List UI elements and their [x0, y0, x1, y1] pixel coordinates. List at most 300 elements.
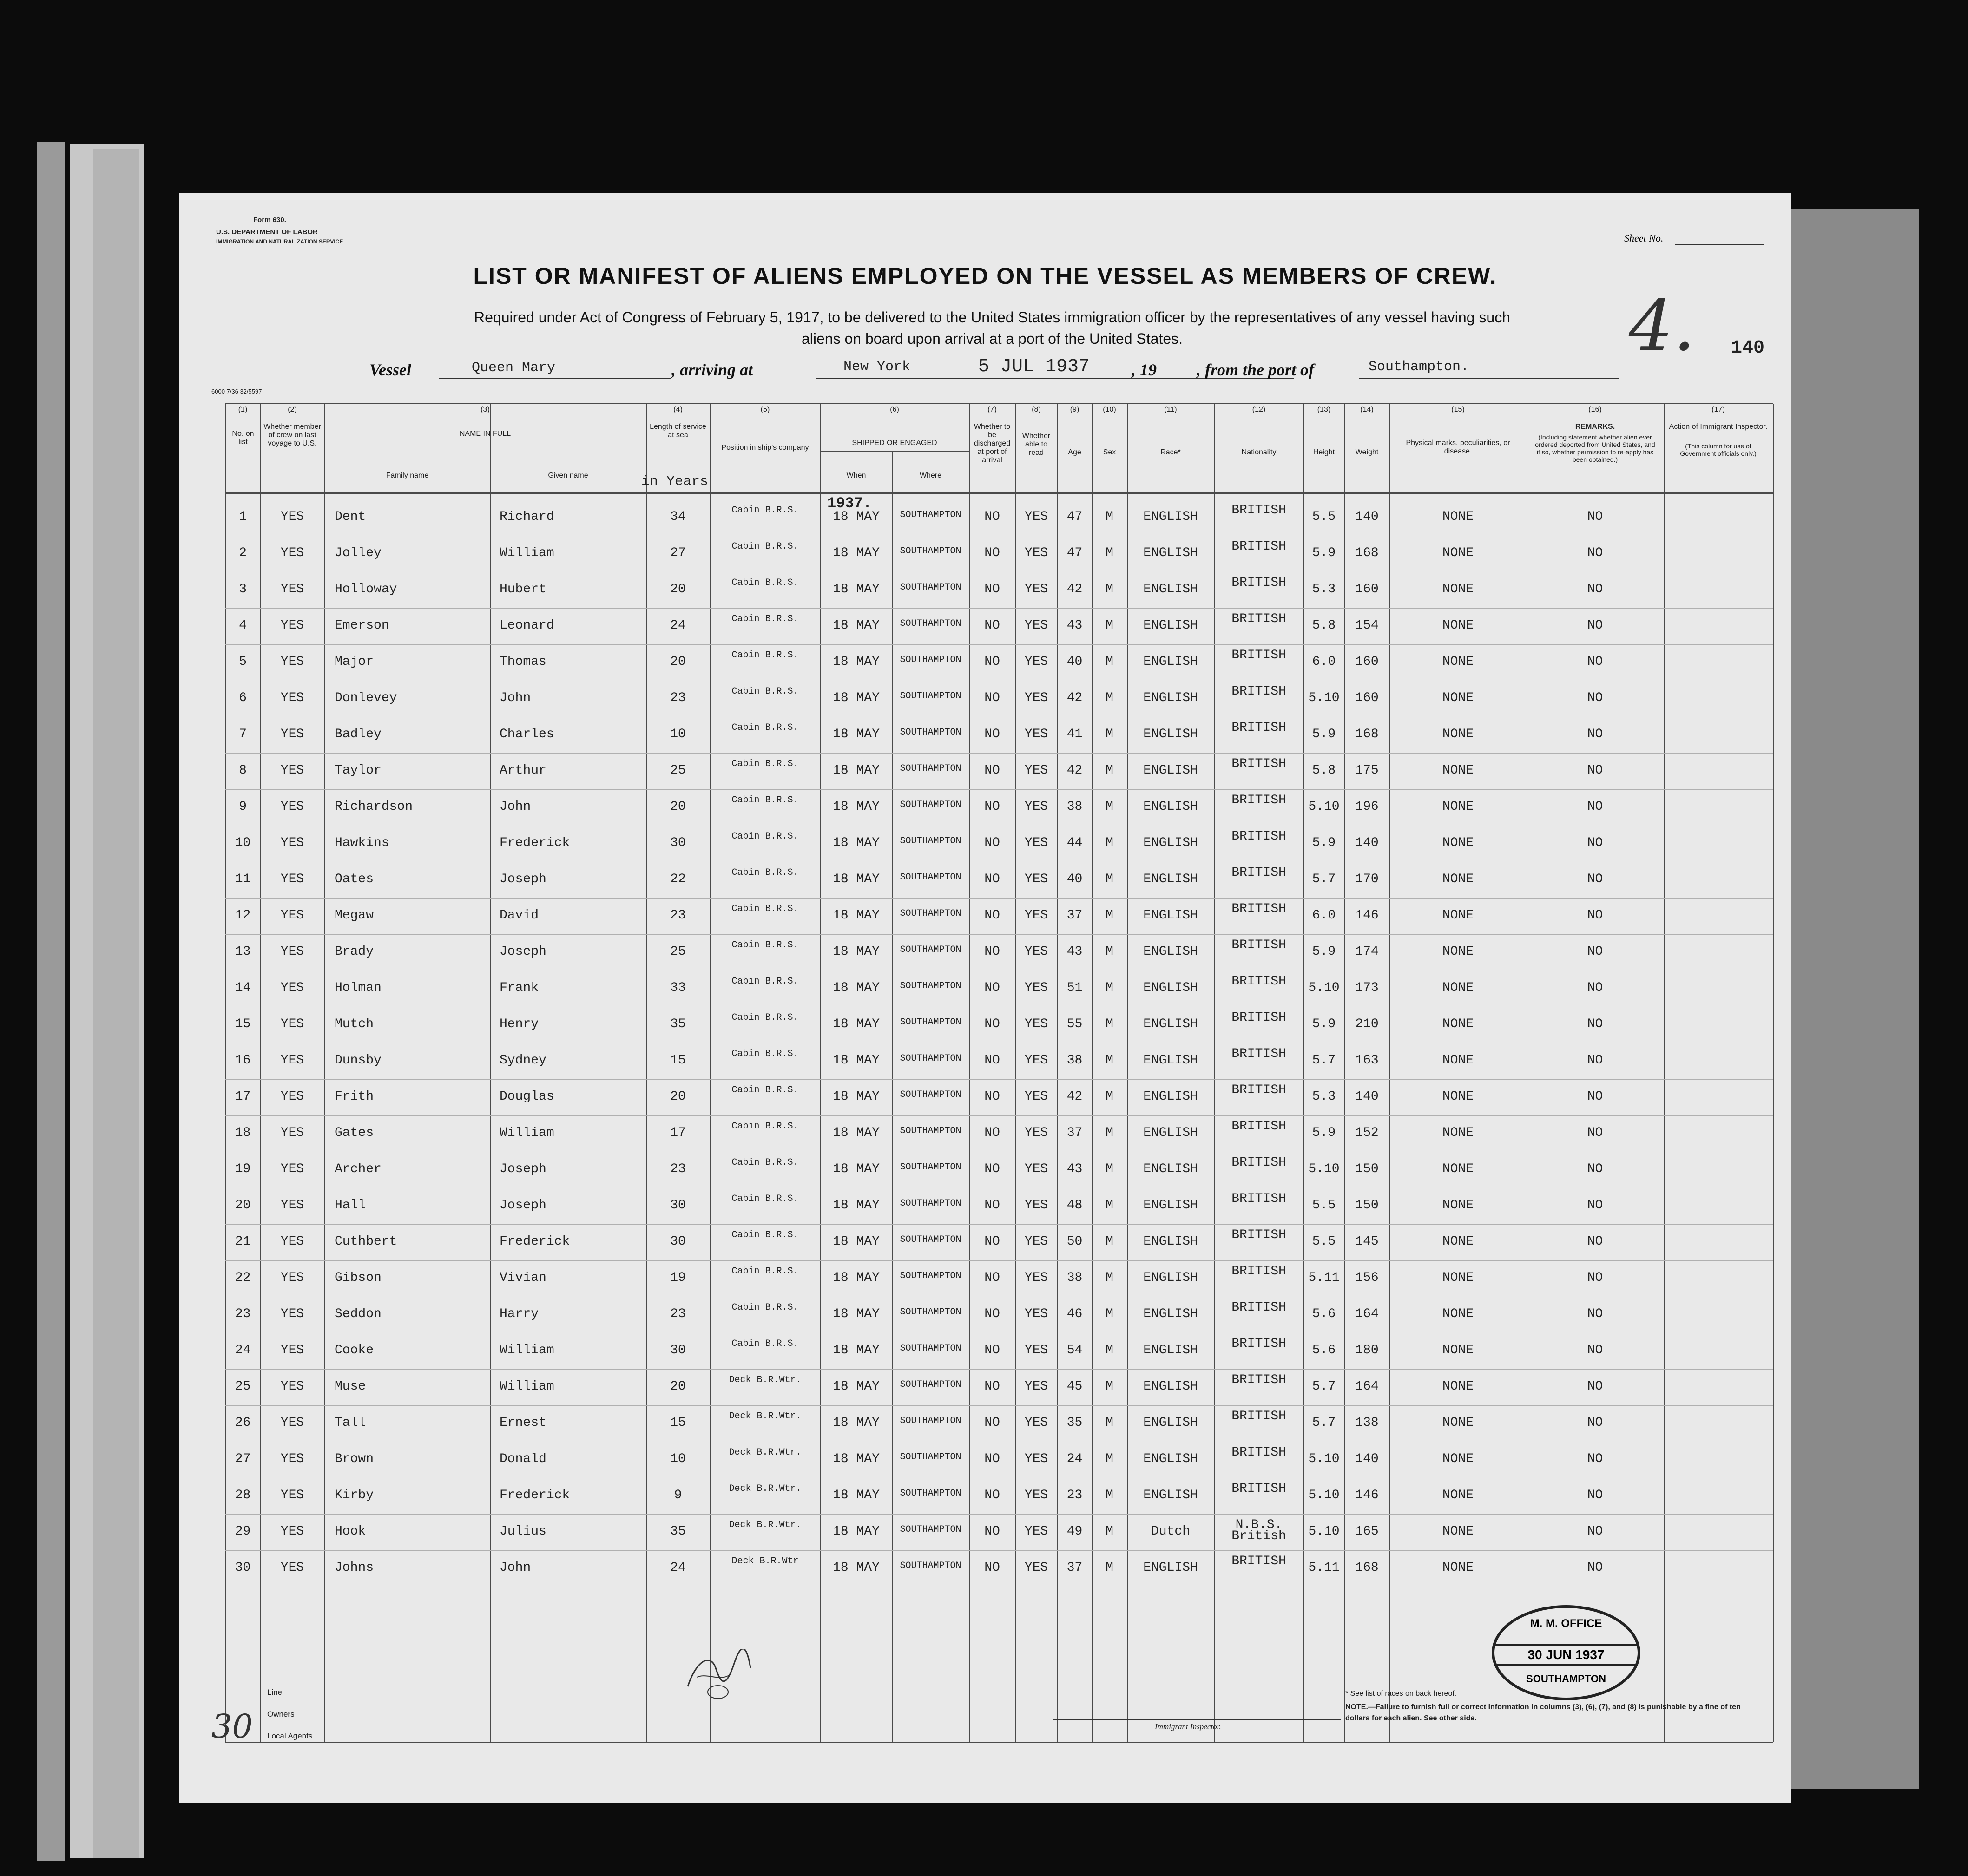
requirement-line-1: Required under Act of Congress of February 5, 1917, to be delivered to the United States immigration officer by the representatives of any vessel having such — [474, 309, 1510, 326]
cell-given: Vivian — [500, 1271, 546, 1285]
cell-sex: M — [1106, 1271, 1113, 1285]
cell-remarks: NO — [1587, 1162, 1603, 1176]
cell-no: 20 — [235, 1198, 251, 1213]
cell-height: 5.11 — [1308, 1561, 1340, 1575]
cell-remarks: NO — [1587, 655, 1603, 669]
cell-service: 30 — [670, 1343, 686, 1358]
cell-given: David — [500, 908, 539, 923]
table-bottom-border — [225, 1742, 1773, 1743]
cell-given: Frederick — [500, 836, 570, 850]
cell-nationality: BRITISH — [1231, 1337, 1286, 1351]
cell-no: 1 — [239, 510, 247, 524]
cell-sex: M — [1106, 655, 1113, 669]
cell-race: ENGLISH — [1143, 691, 1198, 705]
cell-remarks: NO — [1587, 546, 1603, 560]
cell-height: 5.10 — [1308, 800, 1340, 814]
cell-marks: NONE — [1442, 763, 1474, 778]
cell-marks: NONE — [1442, 1307, 1474, 1321]
cell-prev: YES — [280, 1343, 304, 1358]
cell-read: YES — [1024, 1017, 1048, 1031]
cell-prev: YES — [280, 763, 304, 778]
cell-height: 5.10 — [1308, 981, 1340, 995]
header-able-to-read: Whether able to read — [1022, 432, 1051, 457]
cell-marks: NONE — [1442, 655, 1474, 669]
cell-sex: M — [1106, 1416, 1113, 1430]
cell-remarks: NO — [1587, 1017, 1603, 1031]
cell-given: Joseph — [500, 872, 546, 886]
cell-discharge: NO — [984, 1343, 1000, 1358]
requirement-line-2: aliens on board upon arrival at a port of the United States. — [801, 330, 1183, 347]
cell-remarks: NO — [1587, 1089, 1603, 1104]
cell-no: 26 — [235, 1416, 251, 1430]
cell-prev: YES — [280, 1271, 304, 1285]
cell-height: 5.11 — [1308, 1271, 1340, 1285]
cell-no: 16 — [235, 1053, 251, 1068]
cell-height: 5.10 — [1308, 691, 1340, 705]
cell-age: 43 — [1066, 618, 1083, 633]
local-agents-label: Local Agents — [267, 1732, 313, 1740]
cell-when: 18 MAY — [833, 1524, 880, 1539]
col-divider — [260, 404, 261, 1742]
cell-weight: 163 — [1355, 1053, 1379, 1068]
header-discharged: Whether to be discharged at port of arrival — [974, 423, 1011, 464]
header-crew-last-voyage: Whether member of crew on last voyage to U.S. — [263, 423, 321, 447]
cell-where: SOUTHAMPTON — [900, 1198, 961, 1209]
cell-family: Holman — [335, 981, 382, 995]
cell-race: ENGLISH — [1143, 546, 1198, 560]
cell-race: Dutch — [1151, 1524, 1190, 1539]
cell-read: YES — [1024, 1053, 1048, 1068]
col-num-11: (11) — [1164, 406, 1177, 413]
cell-position: Cabin B.R.S. — [731, 686, 799, 697]
cell-given: Hubert — [500, 582, 546, 597]
cell-height: 6.0 — [1312, 655, 1336, 669]
cell-service: 20 — [670, 1379, 686, 1394]
cell-age: 38 — [1066, 1271, 1083, 1285]
cell-given: Frederick — [500, 1234, 570, 1249]
cell-marks: NONE — [1442, 1271, 1474, 1285]
cell-where: SOUTHAMPTON — [900, 1307, 961, 1318]
cell-age: 40 — [1066, 655, 1083, 669]
cell-weight: 165 — [1355, 1524, 1379, 1539]
cell-no: 21 — [235, 1234, 251, 1249]
cell-when: 18 MAY — [833, 763, 880, 778]
cell-position: Cabin B.R.S. — [731, 867, 799, 878]
cell-height: 5.10 — [1308, 1162, 1340, 1176]
cell-where: SOUTHAMPTON — [900, 1488, 961, 1499]
cell-prev: YES — [280, 1162, 304, 1176]
cell-given: Charles — [500, 727, 554, 741]
cell-nationality: BRITISH — [1231, 1373, 1286, 1387]
cell-read: YES — [1024, 800, 1048, 814]
cell-prev: YES — [280, 1053, 304, 1068]
cell-discharge: NO — [984, 1561, 1000, 1575]
cell-given: Ernest — [500, 1416, 546, 1430]
cell-age: 40 — [1066, 872, 1083, 886]
cell-weight: 175 — [1355, 763, 1379, 778]
cell-service: 22 — [670, 872, 686, 886]
cell-position: Cabin B.R.S. — [731, 904, 799, 914]
cell-nationality: BRITISH — [1231, 503, 1286, 518]
cell-where: SOUTHAMPTON — [900, 546, 961, 557]
cell-marks: NONE — [1442, 1452, 1474, 1466]
cell-discharge: NO — [984, 655, 1000, 669]
cell-discharge: NO — [984, 1379, 1000, 1394]
cell-discharge: NO — [984, 945, 1000, 959]
cell-sex: M — [1106, 1053, 1113, 1068]
count-mark: 30 — [211, 1707, 253, 1745]
cell-marks: NONE — [1442, 510, 1474, 524]
cell-marks: NONE — [1442, 1524, 1474, 1539]
owners-label: Owners — [267, 1710, 295, 1719]
cell-where: SOUTHAMPTON — [900, 510, 961, 520]
cell-weight: 154 — [1355, 618, 1379, 633]
cell-remarks: NO — [1587, 836, 1603, 850]
cell-height: 5.8 — [1312, 763, 1336, 778]
stamp-date: 30 JUN 1937 — [1494, 1644, 1638, 1666]
cell-weight: 160 — [1355, 691, 1379, 705]
cell-age: 35 — [1066, 1416, 1083, 1430]
cell-position: Cabin B.R.S. — [731, 650, 799, 661]
cell-when: 18 MAY — [833, 1271, 880, 1285]
cell-read: YES — [1024, 1524, 1048, 1539]
cell-read: YES — [1024, 872, 1048, 886]
cell-nationality: BRITISH — [1231, 1047, 1286, 1061]
cell-prev: YES — [280, 908, 304, 923]
page-title: LIST OR MANIFEST OF ALIENS EMPLOYED ON THE VESSEL AS MEMBERS OF CREW. — [473, 263, 1497, 289]
cell-weight: 210 — [1355, 1017, 1379, 1031]
col-divider — [490, 404, 491, 1742]
col-divider — [1344, 404, 1345, 1742]
cell-race: ENGLISH — [1143, 1452, 1198, 1466]
cell-no: 10 — [235, 836, 251, 850]
cell-age: 42 — [1066, 763, 1083, 778]
cell-discharge: NO — [984, 1488, 1000, 1502]
cell-height: 5.5 — [1312, 1234, 1336, 1249]
cell-given: Frank — [500, 981, 539, 995]
cell-service: 34 — [670, 510, 686, 524]
cell-read: YES — [1024, 1379, 1048, 1394]
cell-remarks: NO — [1587, 1488, 1603, 1502]
col-num-1: (1) — [238, 406, 248, 413]
cell-remarks: NO — [1587, 908, 1603, 923]
cell-age: 46 — [1066, 1307, 1083, 1321]
cell-when: 18 MAY — [833, 1234, 880, 1249]
cell-service: 10 — [670, 1452, 686, 1466]
row-divider — [225, 644, 1773, 645]
cell-race: ENGLISH — [1143, 1379, 1198, 1394]
cell-marks: NONE — [1442, 836, 1474, 850]
cell-nationality: BRITISH — [1231, 1083, 1286, 1097]
cell-given: Arthur — [500, 763, 546, 778]
cell-where: SOUTHAMPTON — [900, 1089, 961, 1100]
cell-discharge: NO — [984, 546, 1000, 560]
cell-given: William — [500, 1126, 554, 1140]
cell-position: Cabin B.R.S. — [731, 541, 799, 552]
cell-nationality: BRITISH — [1231, 866, 1286, 880]
cell-remarks: NO — [1587, 945, 1603, 959]
cell-family: Jolley — [335, 546, 382, 560]
inspector-label: Immigrant Inspector. — [1155, 1722, 1221, 1731]
cell-race: ENGLISH — [1143, 1488, 1198, 1502]
cell-age: 43 — [1066, 945, 1083, 959]
cell-nationality: BRITISH — [1231, 1155, 1286, 1170]
cell-marks: NONE — [1442, 1126, 1474, 1140]
from-port-underline — [1359, 378, 1619, 379]
cell-nationality: BRITISH — [1231, 539, 1286, 554]
col-num-9: (9) — [1070, 406, 1079, 413]
cell-age: 23 — [1066, 1488, 1083, 1502]
cell-position: Cabin B.R.S. — [731, 505, 799, 516]
cell-age: 45 — [1066, 1379, 1083, 1394]
cell-discharge: NO — [984, 582, 1000, 597]
cell-discharge: NO — [984, 691, 1000, 705]
cell-position: Cabin B.R.S. — [731, 1157, 799, 1168]
cell-position: Cabin B.R.S. — [731, 1049, 799, 1059]
cell-remarks: NO — [1587, 1126, 1603, 1140]
cell-when: 18 MAY — [833, 945, 880, 959]
col-divider — [969, 404, 970, 1742]
cell-remarks: NO — [1587, 510, 1603, 524]
cell-race: ENGLISH — [1143, 872, 1198, 886]
cell-race: ENGLISH — [1143, 981, 1198, 995]
row-divider — [225, 1224, 1773, 1225]
cell-race: ENGLISH — [1143, 1416, 1198, 1430]
cell-no: 4 — [239, 618, 247, 633]
cell-family: Cooke — [335, 1343, 374, 1358]
cell-read: YES — [1024, 1307, 1048, 1321]
cell-height: 6.0 — [1312, 908, 1336, 923]
cell-read: YES — [1024, 1416, 1048, 1430]
cell-marks: NONE — [1442, 1379, 1474, 1394]
cell-where: SOUTHAMPTON — [900, 655, 961, 665]
cell-marks: NONE — [1442, 691, 1474, 705]
cell-when: 18 MAY — [833, 981, 880, 995]
cell-prev: YES — [280, 582, 304, 597]
cell-read: YES — [1024, 618, 1048, 633]
header-nationality: Nationality — [1241, 448, 1277, 456]
cell-discharge: NO — [984, 1452, 1000, 1466]
cell-sex: M — [1106, 546, 1113, 560]
cell-when: 18 MAY — [833, 1198, 880, 1213]
cell-remarks: NO — [1587, 1343, 1603, 1358]
cell-read: YES — [1024, 1089, 1048, 1104]
cell-family: Gates — [335, 1126, 374, 1140]
header-given-name: Given name — [548, 472, 588, 479]
cell-family: Tall — [335, 1416, 366, 1430]
cell-when: 18 MAY — [833, 800, 880, 814]
cell-nationality: BRITISH — [1231, 974, 1286, 989]
cell-discharge: NO — [984, 836, 1000, 850]
cell-discharge: NO — [984, 981, 1000, 995]
cell-given: Harry — [500, 1307, 539, 1321]
cell-discharge: NO — [984, 618, 1000, 633]
cell-where: SOUTHAMPTON — [900, 1452, 961, 1463]
header-bottom-border — [225, 492, 1773, 494]
cell-given: William — [500, 1379, 554, 1394]
cell-prev: YES — [280, 727, 304, 741]
cell-where: SOUTHAMPTON — [900, 1271, 961, 1281]
cell-nationality: BRITISH — [1231, 1192, 1286, 1206]
cell-age: 24 — [1066, 1452, 1083, 1466]
cell-position: Cabin B.R.S. — [731, 940, 799, 951]
cell-discharge: NO — [984, 1162, 1000, 1176]
cell-prev: YES — [280, 1379, 304, 1394]
cell-height: 5.6 — [1312, 1343, 1336, 1358]
service-years-note: in Years — [641, 474, 709, 490]
row-divider — [225, 1514, 1773, 1515]
cell-position: Cabin B.R.S. — [731, 831, 799, 842]
cell-marks: NONE — [1442, 1198, 1474, 1213]
vessel-name: Queen Mary — [472, 360, 556, 376]
cell-weight: 164 — [1355, 1307, 1379, 1321]
year-note: 1937. — [827, 495, 872, 512]
col-divider — [1389, 404, 1390, 1742]
cell-when: 18 MAY — [833, 1307, 880, 1321]
cell-race: ENGLISH — [1143, 1053, 1198, 1068]
cell-weight: 150 — [1355, 1198, 1379, 1213]
row-divider — [225, 1260, 1773, 1261]
cell-marks: NONE — [1442, 1488, 1474, 1502]
col-num-2: (2) — [288, 406, 297, 413]
cell-height: 5.9 — [1312, 945, 1336, 959]
cell-read: YES — [1024, 546, 1048, 560]
cell-prev: YES — [280, 945, 304, 959]
cell-remarks: NO — [1587, 1524, 1603, 1539]
cell-age: 37 — [1066, 1561, 1083, 1575]
cell-sex: M — [1106, 1162, 1113, 1176]
cell-weight: 168 — [1355, 1561, 1379, 1575]
cell-service: 23 — [670, 1162, 686, 1176]
table-top-border — [225, 403, 1773, 404]
cell-given: John — [500, 691, 531, 705]
cell-read: YES — [1024, 908, 1048, 923]
cell-given: Frederick — [500, 1488, 570, 1502]
cell-where: SOUTHAMPTON — [900, 1162, 961, 1173]
cell-no: 13 — [235, 945, 251, 959]
cell-when: 18 MAY — [833, 836, 880, 850]
cell-service: 30 — [670, 1198, 686, 1213]
cell-sex: M — [1106, 1017, 1113, 1031]
cell-marks: NONE — [1442, 1561, 1474, 1575]
cell-height: 5.7 — [1312, 1416, 1336, 1430]
cell-no: 15 — [235, 1017, 251, 1031]
cell-read: YES — [1024, 981, 1048, 995]
cell-sex: M — [1106, 836, 1113, 850]
cell-remarks: NO — [1587, 1198, 1603, 1213]
row-divider — [225, 789, 1773, 790]
cell-position: Cabin B.R.S. — [731, 614, 799, 624]
cell-race: ENGLISH — [1143, 763, 1198, 778]
cell-service: 35 — [670, 1017, 686, 1031]
cell-age: 48 — [1066, 1198, 1083, 1213]
cell-prev: YES — [280, 546, 304, 560]
cell-height: 5.3 — [1312, 582, 1336, 597]
cell-service: 27 — [670, 546, 686, 560]
header-physical-marks: Physical marks, peculiarities, or disease. — [1406, 439, 1510, 455]
cell-given: Leonard — [500, 618, 554, 633]
cell-sex: M — [1106, 1524, 1113, 1539]
cell-race: ENGLISH — [1143, 727, 1198, 741]
cell-position: Cabin B.R.S. — [731, 1012, 799, 1023]
vessel-underline — [439, 378, 671, 379]
cell-sex: M — [1106, 1126, 1113, 1140]
cell-nationality: BRITISH — [1231, 612, 1286, 626]
cell-nationality: BRITISH — [1231, 1445, 1286, 1460]
col-num-16: (16) — [1588, 406, 1602, 413]
cell-family: Brown — [335, 1452, 374, 1466]
cell-discharge: NO — [984, 763, 1000, 778]
cell-discharge: NO — [984, 510, 1000, 524]
line-label: Line — [267, 1688, 283, 1697]
cell-read: YES — [1024, 727, 1048, 741]
row-divider — [225, 898, 1773, 899]
cell-given: Thomas — [500, 655, 546, 669]
cell-height: 5.3 — [1312, 1089, 1336, 1104]
cell-when: 18 MAY — [833, 582, 880, 597]
header-when: When — [846, 472, 866, 479]
cell-family: Megaw — [335, 908, 374, 923]
cell-service: 19 — [670, 1271, 686, 1285]
header-length-of-service: Length of service at sea — [650, 423, 706, 439]
cell-sex: M — [1106, 510, 1113, 524]
cell-when: 18 MAY — [833, 1343, 880, 1358]
cell-nationality: BRITISH — [1231, 576, 1286, 590]
cell-no: 5 — [239, 655, 247, 669]
cell-marks: NONE — [1442, 1162, 1474, 1176]
cell-service: 24 — [670, 1561, 686, 1575]
cell-age: 44 — [1066, 836, 1083, 850]
col-divider — [1303, 404, 1304, 1742]
cell-race: ENGLISH — [1143, 1089, 1198, 1104]
cell-nationality: BRITISH — [1231, 1119, 1286, 1134]
cell-age: 42 — [1066, 582, 1083, 597]
cell-sex: M — [1106, 1488, 1113, 1502]
service-name: IMMIGRATION AND NATURALIZATION SERVICE — [216, 238, 343, 245]
cell-sex: M — [1106, 1343, 1113, 1358]
col-num-12: (12) — [1252, 406, 1266, 413]
cell-sex: M — [1106, 1198, 1113, 1213]
cell-discharge: NO — [984, 1416, 1000, 1430]
cell-nationality: BRITISH — [1231, 648, 1286, 663]
cell-read: YES — [1024, 763, 1048, 778]
cell-where: SOUTHAMPTON — [900, 618, 961, 629]
cell-where: SOUTHAMPTON — [900, 872, 961, 883]
cell-read: YES — [1024, 510, 1048, 524]
header-weight: Weight — [1355, 448, 1379, 456]
header-no-on-list: No. on list — [232, 430, 254, 446]
cell-age: 47 — [1066, 510, 1083, 524]
cell-when: 18 MAY — [833, 655, 880, 669]
cell-family: Cuthbert — [335, 1234, 397, 1249]
cell-remarks: NO — [1587, 763, 1603, 778]
cell-no: 14 — [235, 981, 251, 995]
cell-prev: YES — [280, 1017, 304, 1031]
cell-no: 18 — [235, 1126, 251, 1140]
cell-sex: M — [1106, 582, 1113, 597]
cell-height: 5.7 — [1312, 1053, 1336, 1068]
cell-service: 23 — [670, 691, 686, 705]
cell-service: 15 — [670, 1416, 686, 1430]
cell-remarks: NO — [1587, 1379, 1603, 1394]
cell-prev: YES — [280, 510, 304, 524]
inspector-line — [1053, 1719, 1341, 1720]
cell-sex: M — [1106, 945, 1113, 959]
cell-no: 2 — [239, 546, 247, 560]
cell-family: Kirby — [335, 1488, 374, 1502]
cell-where: SOUTHAMPTON — [900, 1017, 961, 1028]
cell-marks: NONE — [1442, 546, 1474, 560]
